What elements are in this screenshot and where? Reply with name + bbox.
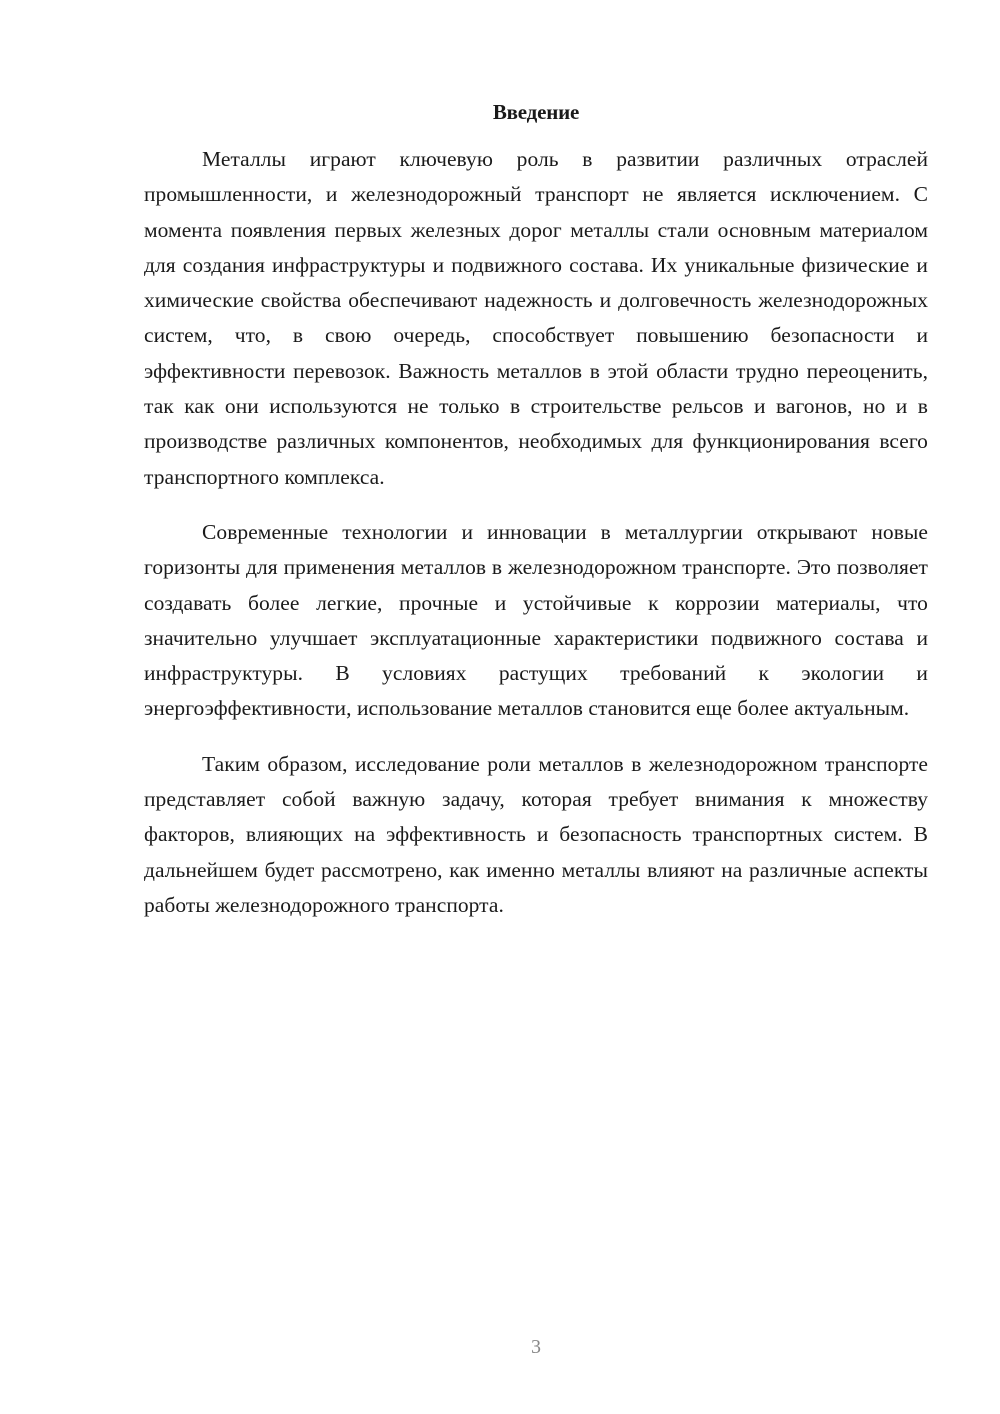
paragraph-1: Металлы играют ключевую роль в развитии различных отраслей промышленности, и железнодорожный транспорт не является исключением. С момента появления первых железных дорог металлы стали основным материалом для создания инфраструктуры и подвижного состава. Их уникальные физические и химические свойства обеспечивают надежность и долговечность железнодорожных систем, что, в свою очередь, способствует повышению безопасности и эффективности перевозок. Важность металлов в этой области трудно переоценить, так как они используются не только в строительстве рельсов и вагонов, но и в производстве различных компонентов, необходимых для функционирования всего транспортного комплекса. xyxy=(144,147,928,489)
body-text xyxy=(144,142,928,923)
paragraph-3: Таким образом, исследование роли металлов в железнодорожном транспорте представляет собой важную задачу, которая требует внимания к множеству факторов, влияющих на эффективность и безопасность транспортных систем. В дальнейшем будет рассмотрено, как именно металлы влияют на различные аспекты работы железнодорожного транспорта. xyxy=(144,751,928,917)
paragraph-2: Современные технологии и инновации в металлургии открывают новые горизонты для применения металлов в железнодорожном транспорте. Это позволяет создавать более легкие, прочные и устойчивые к коррозии материалы, что значительно улучшает эксплуатационные характеристики подвижного состава и инфраструктуры. В условиях растущих требований к экологии и энергоэффективности, использование металлов становится еще более актуальным. xyxy=(144,519,928,721)
section-heading: Введение xyxy=(492,100,580,124)
page-number: 3 xyxy=(531,1336,541,1358)
